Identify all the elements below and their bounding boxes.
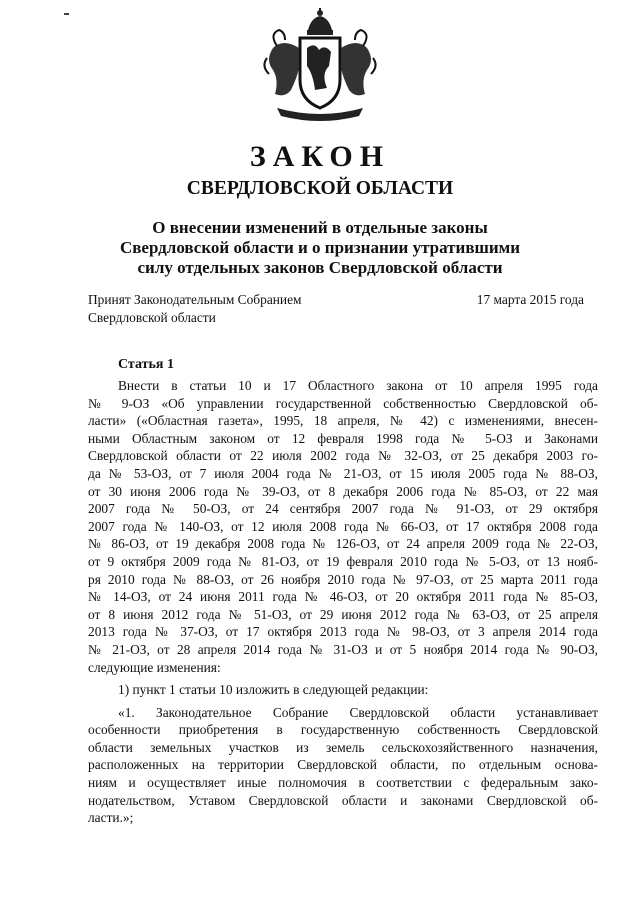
quote-line: области земельных участков из земель сельскохозяйственного назначения, bbox=[88, 739, 598, 755]
document-title: ЗАКОН bbox=[249, 140, 391, 173]
article-heading: Статья 1 bbox=[118, 357, 174, 372]
adopted-line: Свердловской области bbox=[88, 310, 216, 325]
subject-line: силу отдельных законов Свердловской области bbox=[137, 258, 503, 277]
quote-line: «1. Законодательное Собрание Свердловской области устанавливает bbox=[118, 704, 598, 720]
body-line: от 9 октября 2009 года № 81-ОЗ, от 19 февраля 2010 года № 5-ОЗ, от 13 нояб- bbox=[88, 553, 598, 569]
body-line: от 30 июня 2006 года № 39-ОЗ, от 8 декабря 2006 года № 85-ОЗ, от 22 мая bbox=[88, 483, 598, 499]
document-region: СВЕРДЛОВСКОЙ ОБЛАСТИ bbox=[186, 178, 454, 199]
body-line: следующие изменения: bbox=[88, 659, 221, 675]
adoption-date: 17 марта 2015 года bbox=[476, 292, 584, 307]
point-line: 1) пункт 1 статьи 10 изложить в следующей редакции: bbox=[118, 682, 429, 698]
subject-line: О внесении изменений в отдельные законы bbox=[152, 218, 488, 237]
body-line: да № 53-ОЗ, от 7 июля 2004 года № 21-ОЗ, от 15 июля 2005 года № 88-ОЗ, bbox=[88, 465, 598, 481]
quote-line: расположенных на территории Свердловской области, по отдельным основа- bbox=[88, 757, 598, 773]
body-line: Внести в статьи 10 и 17 Областного закона от 10 апреля 1995 года bbox=[118, 378, 598, 393]
quote-line: особенности приобретения в государственную собственность Свердловской bbox=[88, 722, 598, 738]
body-line: № 9-ОЗ «Об управлении государственной собственностью Свердловской об- bbox=[88, 395, 598, 411]
adopted-line: Принят Законодательным Собранием bbox=[88, 292, 302, 307]
body-line: 2013 года № 37-ОЗ, от 17 октября 2013 года № 98-ОЗ, от 3 апреля 2014 года bbox=[88, 624, 598, 640]
quote-line: ласти.»; bbox=[88, 810, 134, 826]
body-line: ными Областным законом от 12 февраля 1998 года № 5-ОЗ и Законами bbox=[88, 430, 598, 446]
subject-line: Свердловской области и о признании утратившими bbox=[119, 238, 521, 257]
law-subject bbox=[100, 218, 540, 278]
body-line: № 86-ОЗ, от 19 декабря 2008 года № 126-ОЗ, от 24 апреля 2009 года № 22-ОЗ, bbox=[88, 536, 598, 552]
coat-of-arms-icon bbox=[255, 8, 385, 128]
body-line: ря 2010 года № 88-ОЗ, от 26 ноября 2010 года № 97-ОЗ, от 25 марта 2011 года bbox=[88, 571, 598, 587]
scan-mark bbox=[64, 13, 69, 15]
quote-line: нодательством, Уставом Свердловской области и законами Свердловской об- bbox=[88, 792, 598, 808]
article-body bbox=[88, 377, 598, 827]
quote-line: ниям и осуществляет иные полномочия в соответствии с федеральным зако- bbox=[88, 775, 598, 791]
body-line: ласти» («Областная газета», 1995, 18 апреля, № 42) с изменениями, внесен- bbox=[88, 413, 598, 429]
body-line: от 8 июня 2012 года № 51-ОЗ, от 29 июня 2012 года № 63-ОЗ, от 25 апреля bbox=[88, 606, 598, 622]
body-line: Свердловской области от 22 июля 2002 года № 32-ОЗ, от 25 декабря 2003 го- bbox=[88, 448, 598, 464]
body-line: 2007 года № 140-ОЗ, от 12 июля 2008 года № 66-ОЗ, от 17 октября 2008 года bbox=[88, 518, 598, 534]
body-line: № 14-ОЗ, от 24 июня 2011 года № 46-ОЗ, от 20 октября 2011 года № 85-ОЗ, bbox=[88, 589, 598, 605]
adopted-by bbox=[88, 291, 302, 327]
body-line: № 21-ОЗ, от 28 апреля 2014 года № 31-ОЗ и от 5 ноября 2014 года № 90-ОЗ, bbox=[88, 641, 598, 657]
body-line: 2007 года № 50-ОЗ, от 24 сентября 2007 года № 91-ОЗ, от 29 октября bbox=[88, 501, 598, 517]
